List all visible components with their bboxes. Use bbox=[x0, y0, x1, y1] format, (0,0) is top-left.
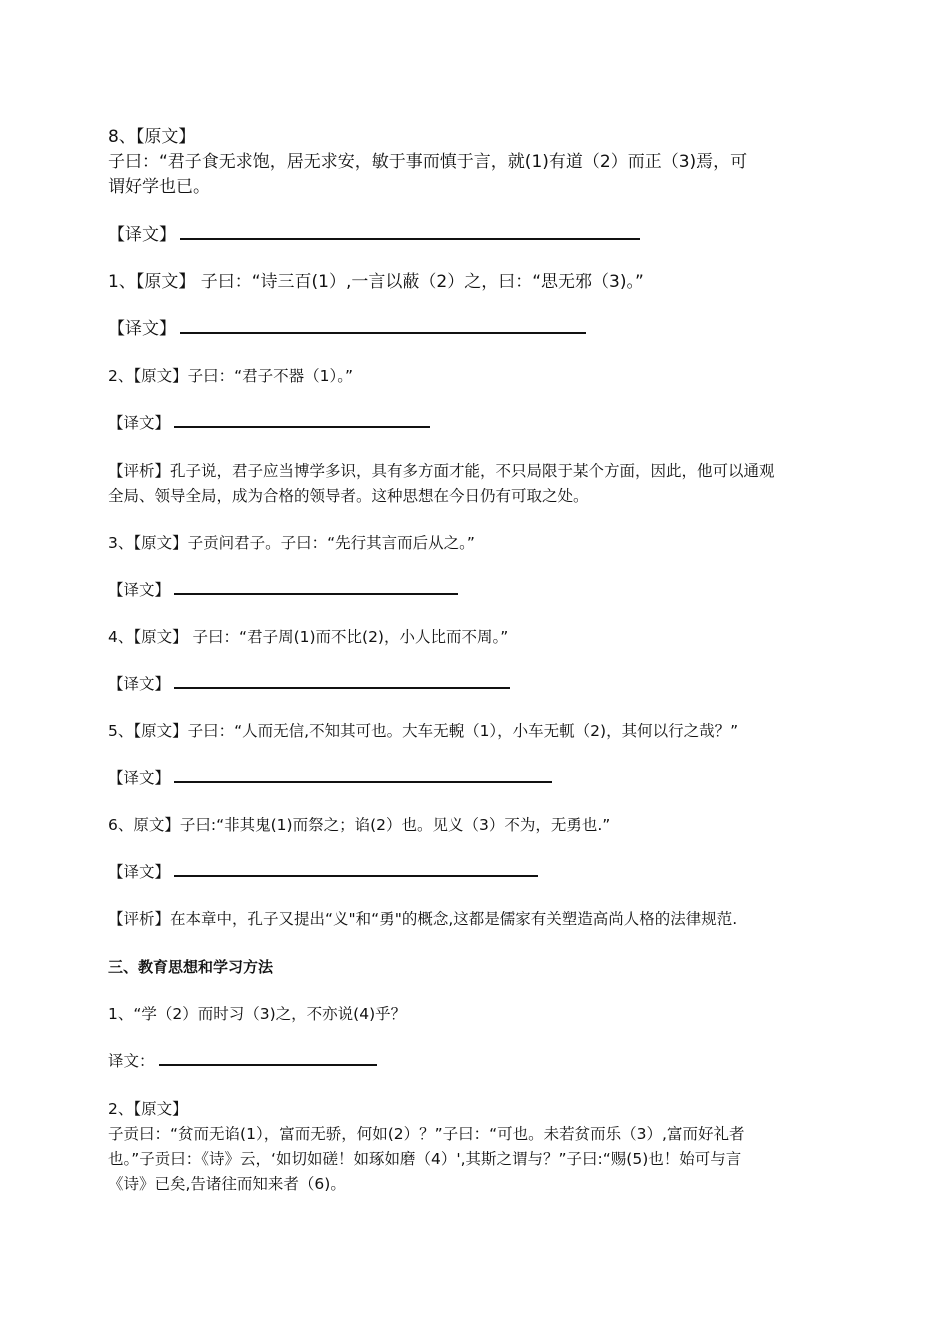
item-2-translation bbox=[108, 410, 430, 436]
item-6-translation bbox=[108, 859, 538, 885]
item-8-original-line-2: 谓好学也已。 bbox=[108, 177, 210, 197]
item-4-original: 4、【原文】 子曰：“君子周(1)而不比(2)，小人比而不周。” bbox=[108, 628, 509, 646]
translation-label: 【译文】 bbox=[108, 769, 171, 787]
item-2-comment-line-2: 全局、领导全局，成为合格的领导者。这种思想在今日仍有可取之处。 bbox=[108, 487, 589, 505]
section-3-item-2-heading: 2、【原文】 bbox=[108, 1100, 188, 1118]
translation-label: 【译文】 bbox=[108, 225, 176, 245]
section-3-item-1-original: 1、“学（2）而时习（3)之，不亦说(4)乎？ bbox=[108, 1005, 407, 1023]
item-1-translation bbox=[108, 316, 586, 342]
section-3-item-2-line-2: 也。”子贡曰：《诗》云，‘如切如磋！如琢如磨（4）',其斯之谓与？”子曰:“赐(5)也！始可与言 bbox=[108, 1150, 742, 1168]
translation-label: 【译文】 bbox=[108, 581, 171, 599]
item-2-comment-line-1: 【评析】孔子说，君子应当博学多识，具有多方面才能，不只局限于某个方面，因此，他可以通观 bbox=[108, 462, 775, 480]
item-8-original-line-1: 子曰：“君子食无求饱，居无求安，敏于事而慎于言，就(1)有道（2）而正（3)焉，可 bbox=[108, 152, 748, 172]
item-2-original: 2、【原文】子曰：“君子不器（1）。” bbox=[108, 367, 354, 385]
item-5-original: 5、【原文】子曰：“人而无信,不知其可也。大车无輗（1），小车无軏（2)，其何以行之哉？” bbox=[108, 722, 739, 740]
section-3-heading: 三、教育思想和学习方法 bbox=[108, 958, 274, 976]
answer-blank[interactable] bbox=[174, 577, 458, 595]
answer-blank[interactable] bbox=[159, 1048, 377, 1066]
answer-blank[interactable] bbox=[174, 671, 510, 689]
answer-blank[interactable] bbox=[174, 765, 552, 783]
translation-label: 【译文】 bbox=[108, 319, 176, 339]
translation-label: 译文： bbox=[108, 1052, 155, 1070]
translation-label: 【译文】 bbox=[108, 863, 171, 881]
translation-label: 【译文】 bbox=[108, 414, 171, 432]
translation-label: 【译文】 bbox=[108, 675, 171, 693]
item-4-translation bbox=[108, 671, 510, 697]
answer-blank[interactable] bbox=[180, 316, 586, 334]
item-1-original: 1、【原文】 子曰：“诗三百(1）,一言以蔽（2）之，曰：“思无邪（3)。” bbox=[108, 272, 644, 292]
item-8-translation bbox=[108, 222, 640, 248]
item-8-heading: 8、【原文】 bbox=[108, 127, 196, 147]
item-6-comment: 【评析】在本章中，孔子又提出“义"和“勇"的概念,这都是儒家有关塑造高尚人格的法律规范. bbox=[108, 910, 738, 928]
answer-blank[interactable] bbox=[174, 859, 538, 877]
section-3-item-2-line-3: 《诗》已矣,告诸往而知来者（6)。 bbox=[108, 1175, 346, 1193]
section-3-item-2-line-1: 子贡曰：“贫而无谄(1），富而无骄，何如(2）？”子曰：“可也。未若贫而乐（3）,富而好礼者 bbox=[108, 1125, 745, 1143]
answer-blank[interactable] bbox=[180, 222, 640, 240]
section-3-item-1-translation bbox=[108, 1048, 377, 1074]
answer-blank[interactable] bbox=[174, 410, 430, 428]
item-3-original: 3、【原文】子贡问君子。子曰：“先行其言而后从之。” bbox=[108, 534, 475, 552]
item-6-original: 6、原文】子曰:“非其鬼(1)而祭之；谄(2）也。见义（3）不为，无勇也.” bbox=[108, 816, 611, 834]
item-5-translation bbox=[108, 765, 552, 791]
item-3-translation bbox=[108, 577, 458, 603]
